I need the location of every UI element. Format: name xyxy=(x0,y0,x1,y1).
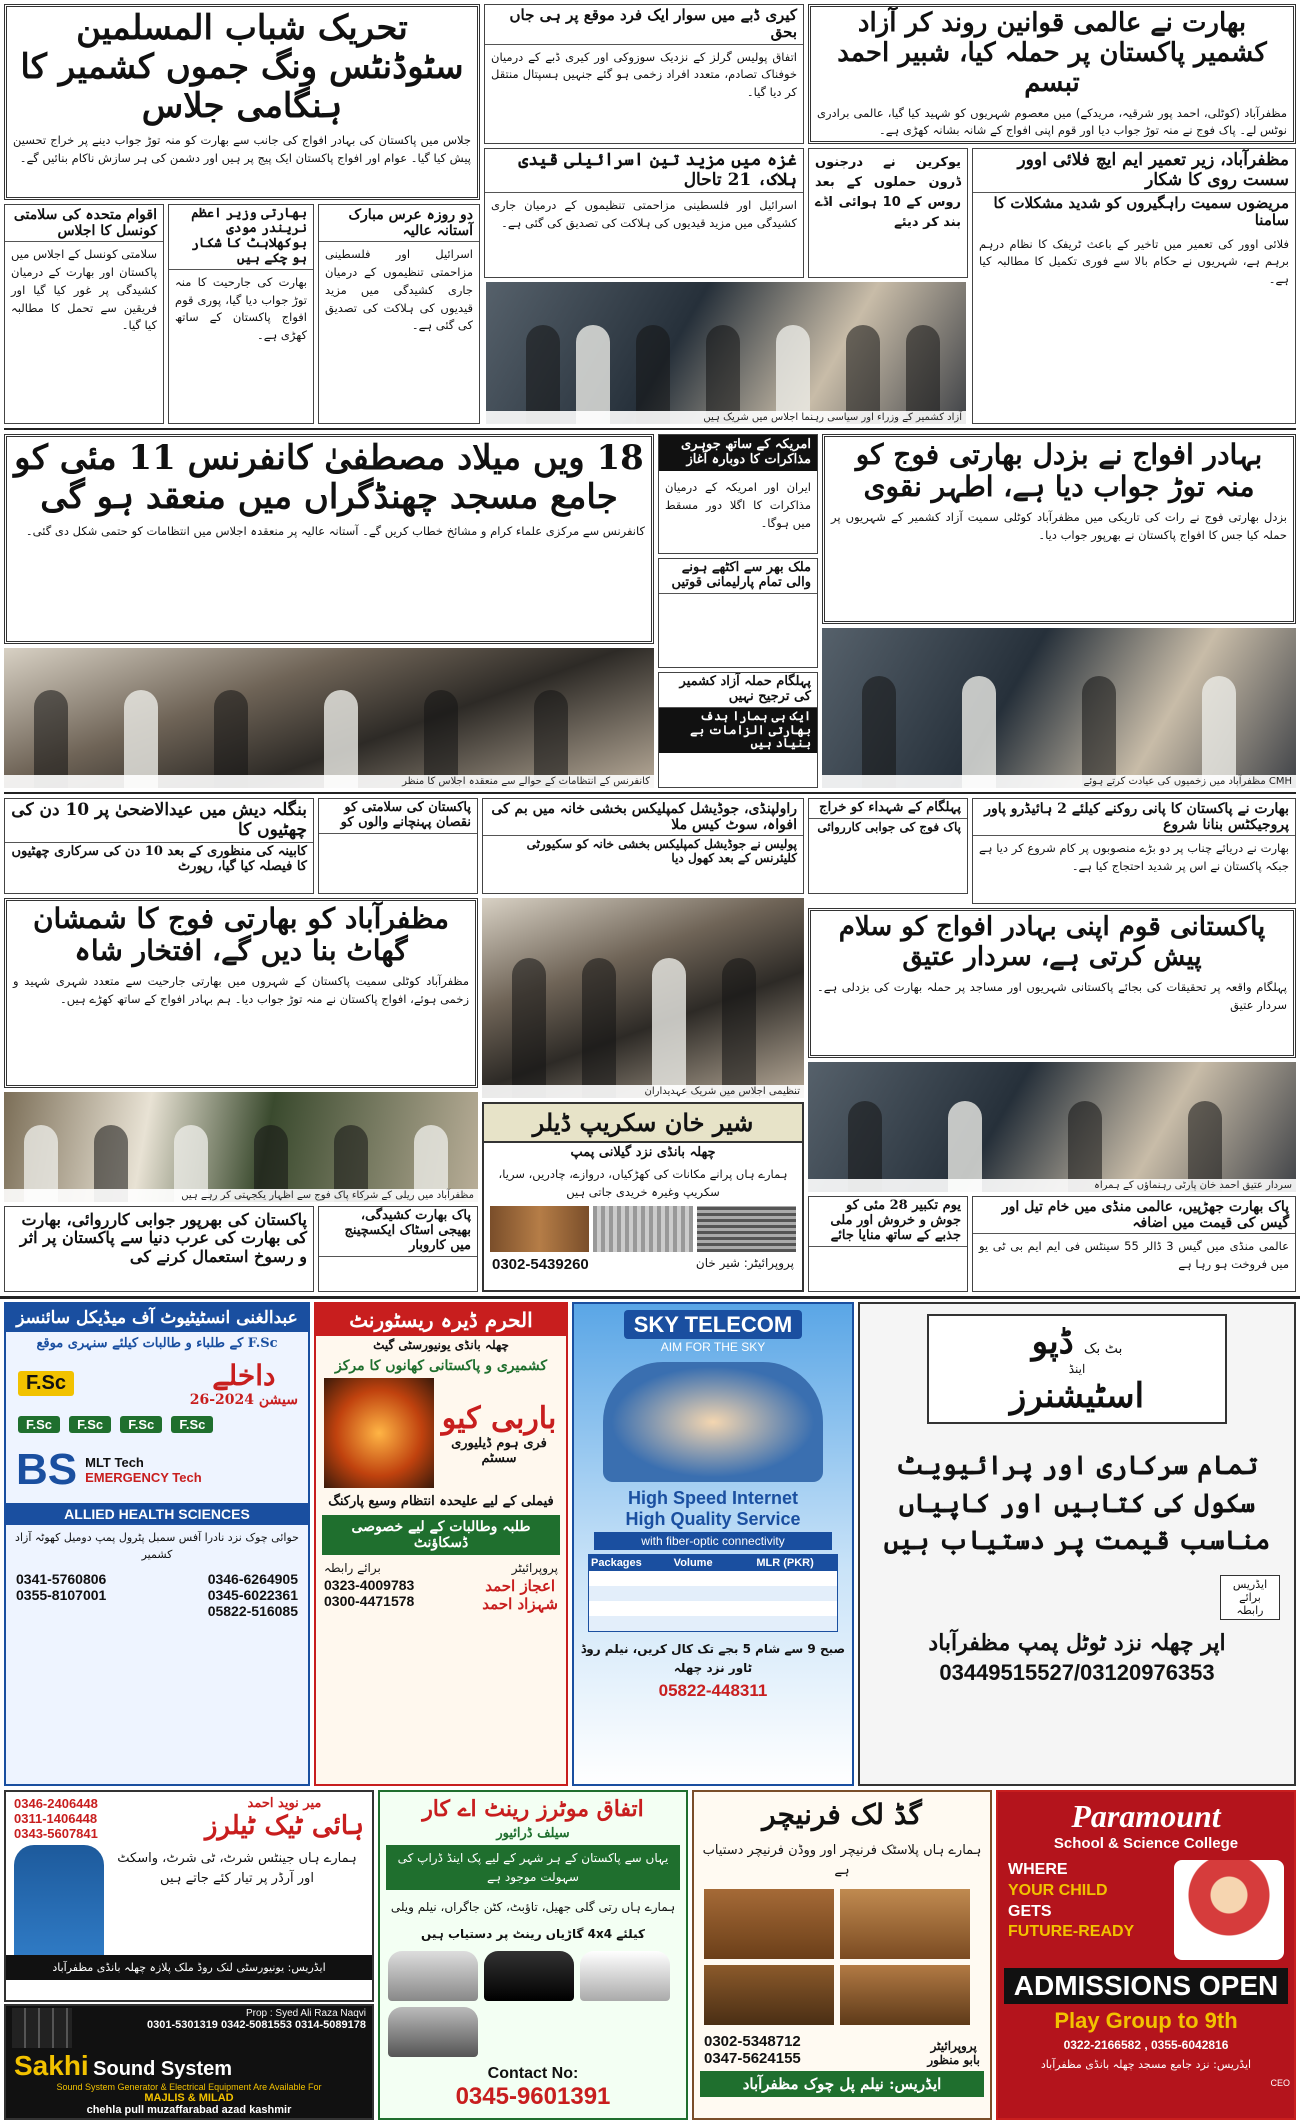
tailor-title: ہائی ٹیک ٹیلرز xyxy=(204,1811,364,1841)
motors-contact-label: Contact No: xyxy=(487,2065,579,2083)
medical-title: عبدالغنی انسٹیٹیوٹ آف میڈیکل سائنسز xyxy=(6,1304,308,1332)
medical-session: سیشن 2024-26 xyxy=(189,1392,298,1408)
scrap-body: ہمارے ہاں پرانے مکانات کی کھڑکیاں، دروازے، چادریں، سریا، سکریپ وغیرہ خریدی جاتی ہیں xyxy=(498,1167,788,1199)
headline-modi: بھارتی وزیر اعظم نریندر مودی بوکھلاہٹ کا شکار ہو چکے ہیں xyxy=(169,205,313,270)
divider-ads xyxy=(0,1296,1300,1299)
ad-scrap-dealer xyxy=(482,1102,804,1292)
sky-skydiver-image xyxy=(603,1362,823,1482)
ad-sakhi-sound xyxy=(4,2004,374,2120)
motors-body3: کیلئے 4x4 گاڑیاں رینٹ پر دستیاب ہیں xyxy=(421,1926,645,1941)
motors-body1: یہاں سے پاکستان کے ہر شہر کے لیے پک اینڈ ڈراپ کی سہولت موجود ہے xyxy=(386,1845,680,1890)
photo-org-meeting xyxy=(482,898,804,1098)
furniture-image-bed xyxy=(704,1889,834,1959)
scrap-phone: 0302-5439260 xyxy=(492,1255,589,1273)
scrap-subtitle: چھلہ بانڈی نزد گیلانی پمپ xyxy=(570,1145,716,1160)
scrap-owner: پروپرائیٹر: شیر خان xyxy=(695,1255,794,1270)
sakhi-line2: MAJLIS & MILAD xyxy=(144,2092,234,2104)
story-gaza xyxy=(484,148,804,278)
furniture-image-sofa xyxy=(840,1889,970,1959)
headline-pak-security: پاکستان کی سلامتی کو نقصان پہنچانے والوں کو xyxy=(319,799,477,834)
furniture-prop: بابو منظور xyxy=(927,2053,980,2068)
divider-row2 xyxy=(4,792,1296,794)
depot-and: اینڈ xyxy=(1068,1362,1086,1376)
story-body-police: اتفاق پولیس گرلز کے نزدیک سوزوکی اور کیری ڈبے کے درمیان خوفناک تصادم، متعدد افراد زخمی ہو گئے جنہیں ہسپتال منتقل کر دیا گیا۔ xyxy=(491,49,797,100)
headline-attiq: پاکستانی قوم اپنی بہادر افواج کو سلام پیش کرتی ہے، سردار عتیق xyxy=(838,912,1266,972)
medical-bs-line3: ALLIED HEALTH SCIENCES xyxy=(6,1503,308,1525)
medical-fsc-badge: F.Sc xyxy=(18,1371,74,1396)
restaurant-phone-2: 0300-4471578 xyxy=(324,1593,415,1609)
story-un-council xyxy=(4,204,164,424)
headline-unity: ملک بھر سے اکٹھے ہونے والی تمام پارلیمانی قوتیں xyxy=(659,559,817,594)
headline-oil-price: پاک بھارت جھڑپیں، عالمی منڈی میں خام تیل اور گیس کی قیمت میں اضافہ xyxy=(973,1197,1295,1234)
furniture-address: ایڈریس: نیلم پل چوک مظفرآباد xyxy=(700,2071,984,2097)
ad-sky-telecom xyxy=(572,1302,854,1786)
headline-flyover: مظفرآباد، زیر تعمیر ایم ایچ فلائی اوور سست روی کا شکار xyxy=(973,149,1295,193)
paramount-play: Play Group to 9th xyxy=(1054,2008,1238,2033)
medical-phone-left-2: 0355-8107001 xyxy=(16,1587,107,1604)
headline-bottom-left: پاکستان کی بھرپور جوابی کارروائی، بھارت کی بھارت کی عرب دنیا سے پاکستان پر اثر و رسوخ استعمال کرنے کی xyxy=(19,1210,307,1266)
restaurant-name-1: اعجاز احمد xyxy=(485,1577,556,1595)
story-body-urs: اسرائیل اور فلسطینی مزاحمتی تنظیموں کے درمیان جاری کشیدگی میں مزید قیدیوں کی ہلاکت کی تصدیق کی گئی ہے۔ xyxy=(325,247,473,333)
headline-iran: امریکہ کے ساتھ جوہری مذاکرات کا دوبارہ آغاز xyxy=(659,435,817,471)
tailor-brand: میر نوید احمد xyxy=(247,1796,322,1811)
story-body-tabassum: مظفرآباد (کوٹلی، احمد پور شرقیہ، مریدکے) میں معصوم شہریوں کو شہید کیا گیا، عالمی برادری نوٹس لے۔ پاک فوج نے منہ توڑ جواب دیا اور قوم اپنی افواج کے شانہ بشانہ کھڑی ہے۔ xyxy=(817,105,1287,138)
story-body-iftikhar: مظفرآباد کوٹلی سمیت پاکستان کے شہروں میں بھارتی جارحیت سے متعدد شہری شہید و زخمی ہوئے، افواج پاکستان نے منہ توڑ جواب دیا۔ ہم بہادر افواج کے ساتھ کھڑے ہیں۔ xyxy=(13,974,469,1007)
story-modi xyxy=(168,204,314,424)
photo-iftikhar xyxy=(4,1092,478,1202)
restaurant-phone-1: 0323-4009783 xyxy=(324,1577,415,1593)
story-hydro xyxy=(972,798,1296,904)
caption-milad: کانفرنس کے انتظامات کے حوالے سے منعقدہ اجلاس کا منظر xyxy=(4,775,654,788)
story-pak-security xyxy=(318,798,478,894)
sky-tagline: AIM FOR THE SKY xyxy=(660,1340,766,1354)
sky-line1: High Speed Internet xyxy=(627,1488,798,1508)
medical-fsc-item-1: F.Sc xyxy=(18,1416,60,1433)
story-attiq xyxy=(808,908,1296,1058)
depot-phone: 03449515527/03120976353 xyxy=(939,1660,1215,1686)
ad-medical-institute xyxy=(4,1302,310,1786)
furniture-phone-2: 0347-5624155 xyxy=(704,2050,801,2068)
divider-row1 xyxy=(4,428,1296,430)
scrap-image-sheets xyxy=(593,1206,692,1252)
furniture-title: گڈ لک فرنیچر xyxy=(762,1798,922,1831)
story-body-flyover: فلائی اوور کی تعمیر میں تاخیر کے باعث ٹریفک کا نظام درہم برہم ہے، شہریوں نے حکام بالا سے فوری تکمیل کا مطالبہ کیا ہے۔ xyxy=(979,236,1289,287)
motors-car-1 xyxy=(388,1951,478,2001)
story-shabab xyxy=(4,4,480,200)
ad-paramount-school xyxy=(996,1790,1296,2120)
ad-alharam-restaurant xyxy=(314,1302,568,1786)
tailor-shirt-image xyxy=(14,1845,104,1955)
photo-attiq xyxy=(808,1062,1296,1192)
paramount-line4: FUTURE-READY xyxy=(1008,1923,1135,1941)
paramount-line1: WHERE xyxy=(1008,1861,1068,1878)
sky-col-packages: Packages xyxy=(591,1557,642,1569)
restaurant-discount: طلبہ وطالبات کے لیے خصوصی ڈسکاؤنٹ xyxy=(322,1515,560,1555)
ad-ittefaq-motors xyxy=(378,1790,688,2120)
paramount-line2: YOUR CHILD xyxy=(1008,1881,1108,1899)
headline-shabab: تحریک شباب المسلمین سٹوڈنٹس ونگ جموں کشمیر کا ہنگامی جلاس xyxy=(20,8,464,127)
headline-police: کیری ڈبے میں سوار ایک فرد موقع پر ہی جاں بحق xyxy=(485,5,803,45)
subhead-bangla: کابینہ کی منظوری کے بعد 10 دن کی سرکاری چھٹیوں کا فیصلہ کیا گیا، رپورٹ xyxy=(11,844,307,875)
medical-sub: F.Sc کے طلباء و طالبات کیلئے سنہری موقع xyxy=(36,1336,278,1351)
story-body-ukraine: یوکرین نے درجنوں ڈرون حملوں کے بعد روس کے 10 ہوائی اڈے بند کر دیئے xyxy=(815,155,961,231)
depot-address-label: ایڈریس برائے رابطہ xyxy=(1220,1575,1280,1620)
restaurant-bbq: باربی کیو xyxy=(441,1400,557,1436)
motors-title: اتفاق موٹرز رینٹ اے کار xyxy=(422,1796,644,1822)
restaurant-line1: کشمیری و پاکستانی کھانوں کا مرکز xyxy=(335,1358,547,1374)
story-naqvi xyxy=(822,434,1296,624)
sakhi-address: chehla pull muzaffarabad azad kashmir xyxy=(86,2104,292,2116)
paramount-phones: 0322-2166582 , 0355-6042816 xyxy=(1063,2038,1229,2052)
medical-fsc-item-2: F.Sc xyxy=(69,1416,111,1433)
depot-stationers: اسٹیشنرز xyxy=(1009,1376,1145,1416)
story-bottom-left xyxy=(4,1206,314,1292)
restaurant-contact-label: برائے رابطہ xyxy=(324,1561,381,1575)
sky-urdu-note: صبح 9 سے شام 5 بجے تک کال کریں، نیلم روڈ ٹاور نزد چھلہ xyxy=(580,1642,846,1675)
tailor-address: ایڈریس: یونیورسٹی لنک روڈ ملک پلازہ چھلہ بانڈی مظفرآباد xyxy=(6,1955,372,1980)
story-tabassum xyxy=(808,4,1296,144)
story-body-naqvi: بزدل بھارتی فوج نے رات کی تاریکی میں مظفرآباد کوٹلی سمیت آزاد کشمیر کے شہریوں پر حملہ کیا جس کا افواج پاکستان نے بھرپور جواب دیا۔ xyxy=(831,510,1287,543)
story-milad xyxy=(4,434,654,644)
tailor-phone-2: 0311-1406448 xyxy=(14,1811,98,1826)
caption-org-meeting: تنظیمی اجلاس میں شریک عہدیداران xyxy=(482,1085,804,1098)
caption-iftikhar: مظفرآباد میں ریلی کے شرکاء پاک فوج سے اظہار یکجہتی کر رہے ہیں xyxy=(4,1189,478,1202)
sakhi-phone-2: 0342-5081553 xyxy=(221,2019,292,2031)
paramount-line3: GETS xyxy=(1008,1902,1052,1920)
headline-hakam: پہلگام حملہ آزاد کشمیر کی ترجیح نہیں xyxy=(659,673,817,708)
restaurant-sub: چھلہ بانڈی یونیورسٹی گیٹ xyxy=(373,1338,509,1352)
sakhi-line: Sound System Generator & Electrical Equipment Are Available For xyxy=(56,2082,322,2092)
subhead-judicial: پولیس نے جوڈیشل کمپلیکس بخشی خانہ کو سکیورٹی کلیئرنس کے بعد کھول دیا xyxy=(526,837,797,865)
restaurant-delivery: فری ہوم ڈیلیوری سسٹم xyxy=(451,1435,547,1466)
depot-body: تمام سرکاری اور پرائیویٹ سکول کی کتابیں اور کاپیاں مناسب قیمت پر دستیاب ہیں xyxy=(883,1451,1271,1557)
furniture-image-chair xyxy=(840,1965,970,2025)
caption-meeting-top: آزاد کشمیر کے وزراء اور سیاسی رہنما اجلاس میں شریک ہیں xyxy=(486,411,966,424)
story-judicial xyxy=(482,798,804,894)
sakhi-title2: Sound System xyxy=(93,2058,233,2080)
depot-address: اپر چھلہ نزد ٹوٹل پمپ مظفرآباد xyxy=(928,1630,1226,1657)
story-ukraine xyxy=(808,148,968,278)
sky-col-mlr: MLR (PKR) xyxy=(756,1557,814,1569)
sky-phone: 05822-448311 xyxy=(658,1681,768,1701)
furniture-body: ہمارے ہاں پلاسٹک فرنیچر اور ووڈن فرنیچر دستیاب ہے xyxy=(702,1843,982,1879)
photo-meeting-top xyxy=(486,282,966,424)
sky-line3: with fiber-optic connectivity xyxy=(594,1532,832,1550)
furniture-image-table xyxy=(704,1965,834,2025)
story-stock xyxy=(318,1206,478,1292)
restaurant-owner-label: پروپرائیٹر xyxy=(511,1561,558,1575)
story-iran xyxy=(658,434,818,554)
paramount-sub: School & Science College xyxy=(1053,1835,1239,1852)
subhead-flyover: مریضوں سمیت راہگیروں کو شدید مشکلات کا سامنا xyxy=(993,194,1289,230)
caption-naqvi: CMH مظفرآباد میں زخمیوں کی عیادت کرتے ہوئے xyxy=(822,775,1296,788)
medical-fsc-item-3: F.Sc xyxy=(120,1416,162,1433)
story-flyover xyxy=(972,148,1296,424)
sky-line2: High Quality Service xyxy=(625,1509,801,1529)
caption-attiq: سردار عتیق احمد خان پارٹی رہنماؤں کے ہمراہ xyxy=(808,1179,1296,1192)
story-body-gaza: اسرائیل اور فلسطینی مزاحمتی تنظیموں کے درمیان جاری کشیدگی میں مزید قیدیوں کی ہلاکت کی تصدیق کی گئی ہے۔ xyxy=(491,198,797,230)
sky-packages-table xyxy=(588,1554,838,1632)
story-body-iran: ایران اور امریکہ کے درمیان مذاکرات کا اگلا دور مسقط میں ہوگا۔ xyxy=(665,479,811,530)
motors-sub: سیلف ڈرائیور xyxy=(496,1826,570,1841)
headline-gaza: غزہ میں مزید تین اسرائیلی قیدی ہلاک، 21 تاحال xyxy=(485,149,803,193)
medical-address: حوائی چوک نزد نادرا آفس سمبل پٹرول پمپ دومیل کھوٹہ آزاد کشمیر xyxy=(15,1531,299,1562)
story-urs xyxy=(318,204,480,424)
sakhi-title: Sakhi xyxy=(14,2050,89,2081)
headline-urs: دو روزہ عرس مبارک آستانہ عالیہ xyxy=(319,205,479,242)
motors-car-3 xyxy=(580,1951,670,2001)
tailor-phone-3: 0343-5607841 xyxy=(14,1826,98,1841)
medical-phone-right-3: 05822-516085 xyxy=(207,1603,298,1620)
medical-phone-left-1: 0341-5760806 xyxy=(16,1571,107,1588)
paramount-ceo: CEO xyxy=(1270,2078,1290,2088)
tailor-phone-1: 0346-2406448 xyxy=(14,1796,98,1811)
depot-small: بٹ بک xyxy=(1083,1341,1123,1357)
story-takbeer xyxy=(808,1196,968,1292)
story-body-shabab: جلاس میں پاکستان کی بہادر افواج کی جانب سے بھارت کو منہ توڑ جواب دینے پر خراج تحسین پیش کیا گیا۔ عوام اور افواج پاکستان ایک پیج پر ہیں اور دشمن کی ہر سازش ناکام بنائیں گے۔ xyxy=(13,133,471,166)
ad-hitech-tailors xyxy=(4,1790,374,2002)
tailor-body: ہمارے ہاں جینٹس شرٹ، ٹی شرٹ، واسکٹ اور آرڈر پر تیار کئے جاتے ہیں xyxy=(117,1851,357,1887)
medical-bs-line1: MLT Tech xyxy=(85,1455,144,1470)
ad-goodluck-furniture xyxy=(692,1790,992,2120)
scrap-image-doors xyxy=(490,1206,589,1252)
paramount-address: ایڈریس: نزد جامع مسجد چھلہ بانڈی مظفرآباد xyxy=(1040,2058,1252,2071)
subhead-hakam: ایک ہی ہمارا ہدف بھارتی الزامات بے بنیاد ہیں xyxy=(659,708,817,753)
medical-admission: داخلے xyxy=(212,1359,276,1392)
restaurant-title: الحرم ڈیرہ ریسٹورنٹ xyxy=(316,1304,566,1336)
medical-phone-right-2: 0345-6022361 xyxy=(207,1587,298,1604)
motors-phone: 0345-9601391 xyxy=(455,2083,611,2111)
story-oil-price xyxy=(972,1196,1296,1292)
depot-title: ڈپو xyxy=(1031,1322,1074,1362)
sky-brand: SKY TELECOM xyxy=(624,1310,803,1339)
story-body-un: سلامتی کونسل کے اجلاس میں پاکستان اور بھارت کے درمیان کشیدگی پر غور کیا گیا اور فریقین سے تحمل کا مطالبہ کیا گیا۔ xyxy=(11,247,157,333)
photo-milad xyxy=(4,648,654,788)
restaurant-name-2: شہزاد احمد xyxy=(482,1595,558,1613)
story-body-milad: کانفرنس سے مرکزی علماء کرام و مشائخ خطاب کریں گے۔ آستانہ عالیہ پر منعقدہ اجلاس میں انتظامات کو حتمی شکل دی گئی۔ xyxy=(25,524,645,539)
headline-hydro: بھارت نے پاکستان کا پانی روکنے کیلئے 2 ہائیڈرو پاور پروجیکٹس بنانا شروع xyxy=(973,799,1295,836)
story-unity xyxy=(658,558,818,668)
story-police xyxy=(484,4,804,144)
headline-stock: پاک بھارت کشیدگی، بھیجی اسٹاک ایکسچینج میں کاروبار xyxy=(319,1207,477,1257)
story-body-attiq: پہلگام واقعہ پر تحقیقات کی بجائے پاکستانی شہریوں اور مساجد پر حملہ بھارت کی بزدلی ہے۔ سردار عتیق xyxy=(817,979,1287,1012)
headline-un: اقوام متحدہ کی سلامتی کونسل کا اجلاس xyxy=(5,205,163,242)
headline-pahalgam-pm: پہلگام کے شہداء کو خراج xyxy=(809,799,967,819)
restaurant-family: فیملی کے لیے علیحدہ انتظام وسیع پارکنگ xyxy=(328,1494,554,1509)
headline-bangla: بنگلہ دیش میں عیدالاضحیٰ پر 10 دن کی چھٹیوں کا xyxy=(5,799,313,843)
scrap-title: شیر خان سکریپ ڈیلر xyxy=(484,1104,802,1143)
medical-bs-logo: BS xyxy=(16,1445,78,1494)
headline-judicial: راولپنڈی، جوڈیشل کمپلیکس بخشی خانہ میں بم کی افواہ، سوٹ کیس ملا xyxy=(483,799,803,836)
story-hakam xyxy=(658,672,818,788)
sakhi-phone-3: 0314-5089178 xyxy=(295,2019,366,2031)
furniture-phone-1: 0302-5348712 xyxy=(704,2033,801,2051)
headline-naqvi: بہادر افواج نے بزدل بھارتی فوج کو منہ توڑ جواب دیا ہے، اطہر نقوی xyxy=(855,438,1263,504)
motors-car-4 xyxy=(388,2007,478,2057)
paramount-title: Paramount xyxy=(1071,1798,1221,1834)
sakhi-phone-1: 0301-5301319 xyxy=(146,2019,218,2031)
medical-phone-right-1: 0346-6264905 xyxy=(207,1571,298,1588)
sakhi-speakers-image xyxy=(12,2008,72,2048)
photo-naqvi xyxy=(822,628,1296,788)
scrap-image-rods xyxy=(697,1206,796,1252)
paramount-students-image xyxy=(1174,1860,1284,1960)
furniture-prop-label: پروپرائیٹر xyxy=(930,2039,977,2054)
story-body-oil-price: عالمی منڈی میں گیس 3 ڈالر 55 سینٹس فی ایم ایم بی ٹی یو میں فروخت ہو رہا ہے xyxy=(979,1239,1289,1271)
subhead-pahalgam-pm: پاک فوج کی جوابی کارروائی xyxy=(817,819,961,834)
story-pahalgam-pm xyxy=(808,798,968,894)
headline-takbeer: یوم تکبیر 28 مئی کو جوش و خروش اور ملی جذبے کے ساتھ منایا جائے xyxy=(809,1197,967,1247)
story-body-hydro: بھارت نے دریائے چناب پر دو بڑے منصوبوں پر کام شروع کر دیا ہے جبکہ پاکستان نے اس پر شدید احتجاج کیا ہے۔ xyxy=(979,841,1289,873)
headline-iftikhar: مظفرآباد کو بھارتی فوج کا شمشان گھاٹ بنا دیں گے، افتخار شاہ xyxy=(32,902,450,968)
ad-butt-book-depot xyxy=(858,1302,1296,1786)
motors-body2: ہمارے ہاں رتی گلی جھیل، تاؤبٹ، کٹن جاگراں، نیلم ویلی xyxy=(390,1900,676,1915)
motors-car-2 xyxy=(484,1951,574,2001)
story-bangla xyxy=(4,798,314,894)
story-iftikhar xyxy=(4,898,478,1088)
medical-bs-line2: EMERGENCY Tech xyxy=(85,1470,202,1485)
sky-col-volume: Volume xyxy=(673,1557,713,1569)
paramount-admissions: ADMISSIONS OPEN xyxy=(1004,1968,1288,2004)
medical-fsc-item-4: F.Sc xyxy=(171,1416,213,1433)
restaurant-bbq-image xyxy=(324,1378,434,1488)
sakhi-prop: Prop : Syed Ali Raza Naqvi xyxy=(245,2008,366,2019)
headline-tabassum: بھارت نے عالمی قوانین روند کر آزاد کشمیر پاکستان پر حملہ کیا، شبیر احمد تبسم xyxy=(837,8,1267,98)
story-body-modi: بھارت کی جارحیت کا منہ توڑ جواب دیا گیا، پوری قوم افواج پاکستان کے ساتھ کھڑی ہے۔ xyxy=(175,274,307,343)
headline-milad: 18 ویں میلاد مصطفیٰ کانفرنس 11 مئی کو جامع مسجد چھنڈگراں میں منعقد ہو گی xyxy=(14,438,644,518)
